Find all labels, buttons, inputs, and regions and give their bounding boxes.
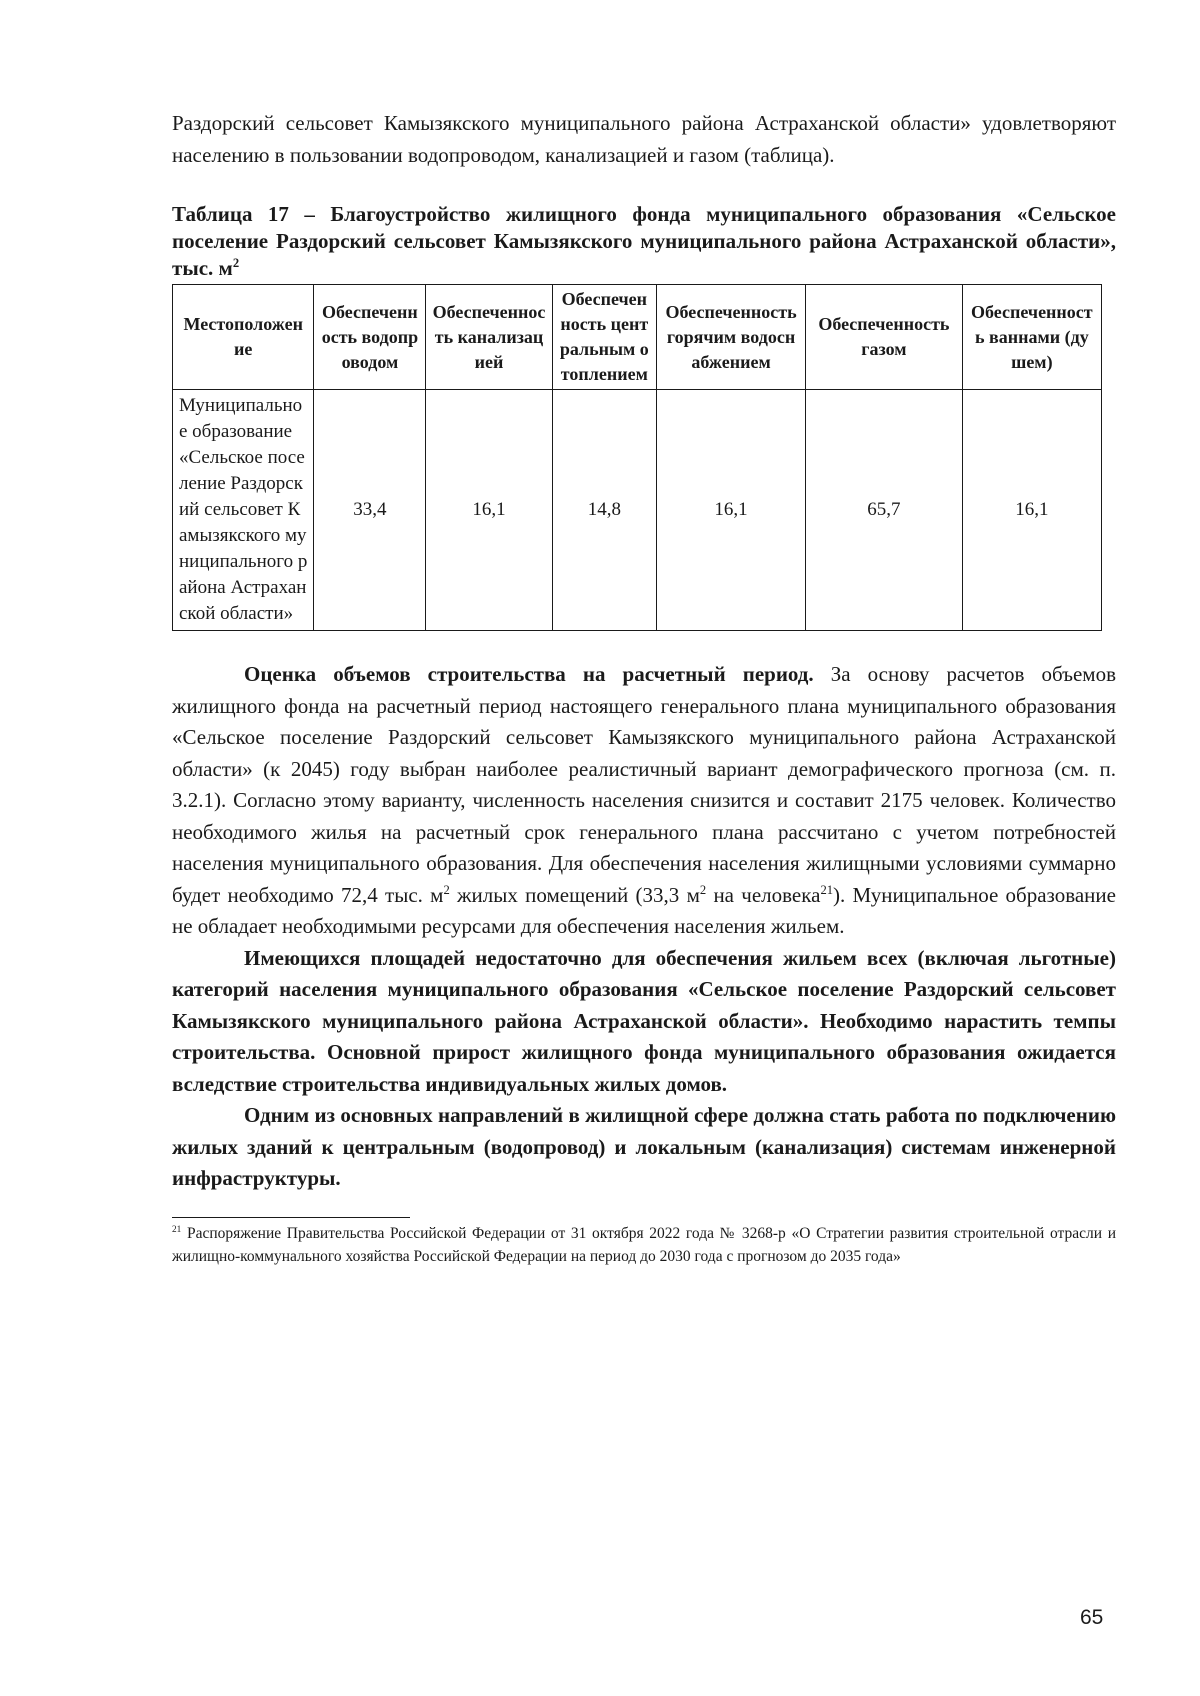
cell-baths: 16,1 — [962, 390, 1101, 631]
cell-gas: 65,7 — [806, 390, 963, 631]
cell-water: 33,4 — [314, 390, 426, 631]
footnote-divider — [172, 1217, 410, 1218]
column-header-baths: Обеспеченность ваннами (душем) — [962, 285, 1101, 390]
assessment-sup-2: 2 — [699, 882, 707, 897]
assessment-sup-1: 2 — [443, 882, 450, 897]
footnote-reference[interactable]: 21 — [820, 882, 834, 897]
column-header-sewerage: Обеспеченность канализацией — [426, 285, 552, 390]
bold-paragraph-infrastructure: Одним из основных направлений в жилищной сфере должна стать работа по подключению жилых зданий к центральным (водопровод) и локальным (канализация) системам инженерной инфраструктуры. — [172, 1103, 1116, 1190]
column-header-hot-water: Обеспеченность горячим водоснабжением — [657, 285, 806, 390]
table-header-row — [173, 285, 1102, 390]
footnote-marker: 21 — [172, 1224, 182, 1235]
table-caption-text: Таблица 17 – Благоустройство жилищного фонда муниципального образования «Сельское поселение Раздорский сельсовет Камызякского муниципального района Астраханской области», тыс. м — [172, 202, 1116, 280]
column-header-gas: Обеспеченность газом — [806, 285, 963, 390]
cell-location: Муниципальное образование «Сельское поселение Раздорский сельсовет Камызякского муниципального района Астраханской области» — [173, 390, 314, 631]
cell-sewerage: 16,1 — [426, 390, 552, 631]
footnote — [172, 1222, 1116, 1268]
intro-paragraph: Раздорский сельсовет Камызякского муниципального района Астраханской области» удовлетворяют населению в пользовании водопроводом, канализацией и газом (таблица). — [172, 111, 1116, 167]
assessment-lead: Оценка объемов строительства на расчетный период. — [244, 662, 814, 686]
housing-table — [172, 284, 1102, 631]
column-header-water: Обеспеченность водопроводом — [314, 285, 426, 390]
assessment-text-3: на человека — [706, 882, 821, 907]
bold-paragraph-housing-shortage: Имеющихся площадей недостаточно для обеспечения жильем всех (включая льготные) категорий населения муниципального образования «Сельское поселение Раздорский сельсовет Камызякского муниципального района Астраханской области». Необходимо нарастить темпы строительства. Основной прирост жилищного фонда муниципального образования ожидается вследствие строительства индивидуальных жилых домов. — [172, 945, 1116, 1096]
column-header-heating: Обеспеченность центральным отоплением — [552, 285, 656, 390]
cell-hot-water: 16,1 — [657, 390, 806, 631]
cell-heating: 14,8 — [552, 390, 656, 631]
table-caption-sup: 2 — [232, 256, 240, 270]
page-number: 65 — [1080, 1606, 1104, 1629]
assessment-text-4: ). Муниципальное образование не обладает необходимыми ресурсами для обеспечения населения жильем. — [172, 882, 1116, 938]
assessment-text-1: За основу расчетов объемов жилищного фонда на расчетный период настоящего генерального плана муниципального образования «Сельское поселение Раздорский сельсовет Камызякского муниципального района Астраханской области» (к 2045) году выбран наиболее реалистичный вариант демографического прогноза (см. п. 3.2.1). Согласно этому варианту, численность населения снизится и составит 2175 человек. Количество необходимого жилья на расчетный срок генерального плана рассчитано с учетом потребностей населения муниципального образования. Для обеспечения населения жилищными условиями суммарно будет необходимо 72,4 тыс. м — [172, 662, 1116, 907]
column-header-location: Местоположение — [173, 285, 314, 390]
table-row — [173, 390, 1102, 631]
document-page — [172, 108, 1116, 1268]
table-caption — [172, 201, 1116, 282]
footnote-text: Распоряжение Правительства Российской Федерации от 31 октября 2022 года № 3268-р «О Стратегии развития строительной отрасли и жилищно-коммунального хозяйства Российской Федерации на период до 2030 года с прогнозом до 2035 года» — [172, 1224, 1116, 1265]
assessment-paragraph — [172, 659, 1116, 943]
assessment-text-2: жилых помещений (33,3 м — [449, 882, 700, 907]
